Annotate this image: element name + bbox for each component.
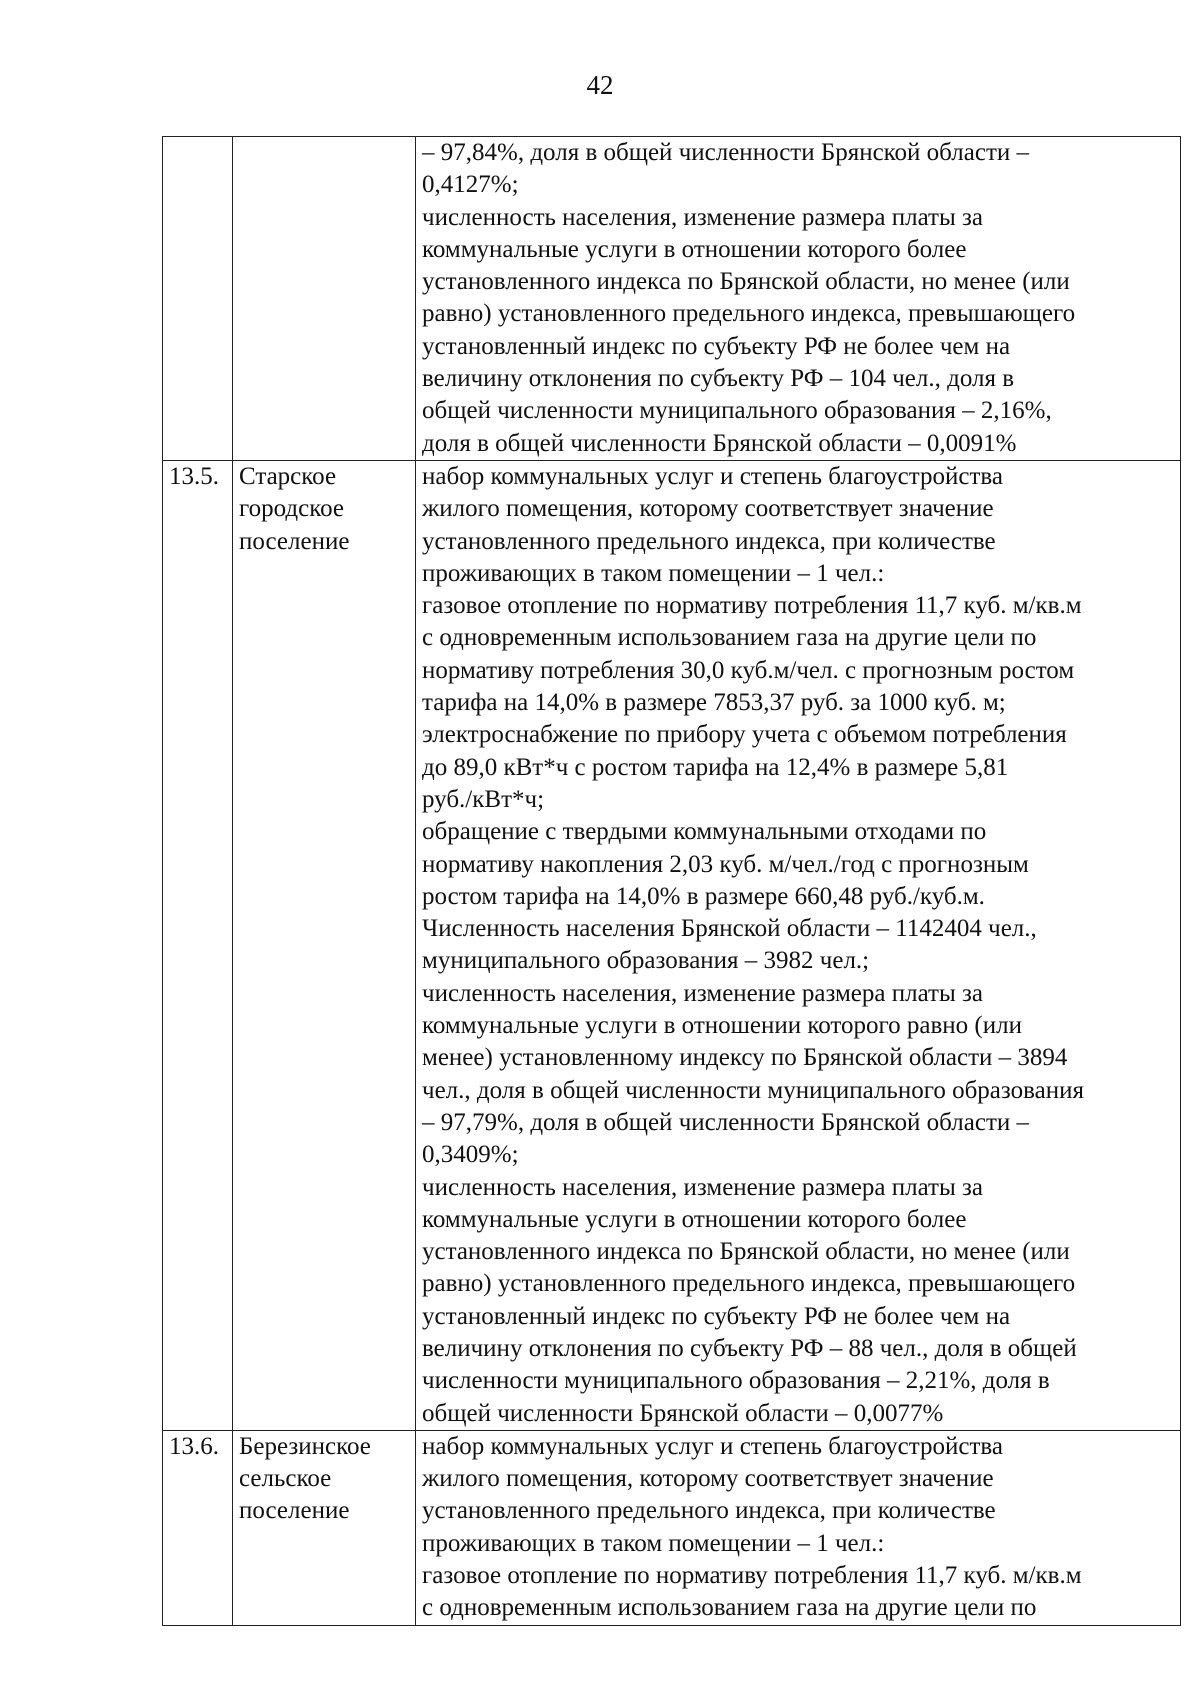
description-line: коммунальные услуги в отношении которого более <box>422 1205 967 1233</box>
row-number: 13.5. <box>169 462 219 490</box>
description-line: газовое отопление по нормативу потребления 11,7 куб. м/кв.м <box>422 1562 1082 1590</box>
description-line: обращение с твердыми коммунальными отходами по <box>422 818 987 846</box>
municipality-name-line: поселение <box>239 1497 350 1525</box>
description-line: общей численности муниципального образования – 2,16%, <box>422 397 1052 425</box>
description-line: равно) установленного предельного индекса, превышающего <box>422 1270 1076 1298</box>
description-line: нормативу потребления 30,0 куб.м/чел. с прогнозным ростом <box>422 656 1075 684</box>
description-line: коммунальные услуги в отношении которого более <box>422 235 967 263</box>
description-line: установленный индекс по субъекту РФ не более чем на <box>422 332 1011 360</box>
description-line: муниципального образования – 3982 чел.; <box>422 947 870 975</box>
tariff-table <box>162 136 1181 1626</box>
description-line: с одновременным использованием газа на другие цели по <box>422 1594 1037 1622</box>
description-line: жилого помещения, которому соответствует значение <box>422 1465 994 1493</box>
description-line: – 97,84%, доля в общей численности Брянской области – <box>422 139 1029 166</box>
description-line: тарифа на 14,0% в размере 7853,37 руб. за 1000 куб. м; <box>422 689 1006 717</box>
table-body <box>163 137 1181 1626</box>
description-line: набор коммунальных услуг и степень благоустройства <box>422 1432 1003 1460</box>
municipality-name-line: сельское <box>239 1465 332 1493</box>
row-number-cell <box>163 460 233 1430</box>
row-number: 13.6. <box>169 1432 219 1460</box>
description-line: установленного индекса по Брянской области, но менее (или <box>422 1238 1070 1266</box>
description-line: численности муниципального образования – 2,21%, доля в <box>422 1367 1050 1395</box>
municipality-name-line: Старское <box>239 462 337 490</box>
description-line: установленного предельного индекса, при количестве <box>422 1497 996 1525</box>
description-cell <box>416 137 1181 461</box>
description-line: ростом тарифа на 14,0% в размере 660,48 руб./куб.м. <box>422 882 985 910</box>
description-line: проживающих в таком помещении – 1 чел.: <box>422 559 885 587</box>
municipality-name-line: Березинское <box>239 1432 371 1460</box>
description-line: установленный индекс по субъекту РФ не более чем на <box>422 1302 1011 1330</box>
description-line: равно) установленного предельного индекса, превышающего <box>422 300 1076 328</box>
description-line: численность населения, изменение размера платы за <box>422 1173 983 1201</box>
row-number-cell <box>163 1430 233 1625</box>
table-row <box>163 1430 1181 1625</box>
description-line: численность населения, изменение размера платы за <box>422 979 983 1007</box>
description-line: с одновременным использованием газа на другие цели по <box>422 624 1037 652</box>
municipality-name-cell <box>233 137 416 461</box>
description-line: численность населения, изменение размера платы за <box>422 203 983 231</box>
description-line: электроснабжение по прибору учета с объемом потребления <box>422 721 1067 749</box>
description-cell <box>416 460 1181 1430</box>
description-line: жилого помещения, которому соответствует значение <box>422 495 994 523</box>
municipality-name-line: городское <box>239 495 345 523</box>
description-line: Численность населения Брянской области – 1142404 чел., <box>422 915 1037 943</box>
description-line: 0,3409%; <box>422 1141 519 1169</box>
municipality-name-cell <box>233 460 416 1430</box>
description-line: установленного индекса по Брянской области, но менее (или <box>422 268 1070 296</box>
description-line: коммунальные услуги в отношении которого равно (или <box>422 1012 1022 1040</box>
description-line: нормативу накопления 2,03 куб. м/чел./год с прогнозным <box>422 850 1029 878</box>
description-line: до 89,0 кВт*ч с ростом тарифа на 12,4% в размере 5,81 <box>422 753 1009 781</box>
table-row <box>163 137 1181 461</box>
description-line: общей численности Брянской области – 0,0077% <box>422 1399 944 1427</box>
description-line: проживающих в таком помещении – 1 чел.: <box>422 1529 885 1557</box>
table-row <box>163 460 1181 1430</box>
description-line: руб./кВт*ч; <box>422 785 545 813</box>
page-number: 42 <box>586 70 614 100</box>
description-line: чел., доля в общей численности муниципального образования <box>422 1076 1084 1104</box>
description-line: менее) установленному индексу по Брянской области – 3894 <box>422 1044 1068 1072</box>
description-line: набор коммунальных услуг и степень благоустройства <box>422 462 1003 490</box>
description-line: – 97,79%, доля в общей численности Брянской области – <box>422 1108 1029 1136</box>
description-line: величину отклонения по субъекту РФ – 88 чел., доля в общей <box>422 1334 1077 1362</box>
description-line: 0,4127%; <box>422 171 519 199</box>
description-line: установленного предельного индекса, при количестве <box>422 527 996 555</box>
description-line: доля в общей численности Брянской области – 0,0091% <box>422 429 1017 457</box>
row-number-cell <box>163 137 233 461</box>
description-cell <box>416 1430 1181 1625</box>
municipality-name-line: поселение <box>239 527 350 555</box>
description-line: газовое отопление по нормативу потребления 11,7 куб. м/кв.м <box>422 592 1082 620</box>
description-line: величину отклонения по субъекту РФ – 104 чел., доля в <box>422 365 1015 393</box>
municipality-name-cell <box>233 1430 416 1625</box>
